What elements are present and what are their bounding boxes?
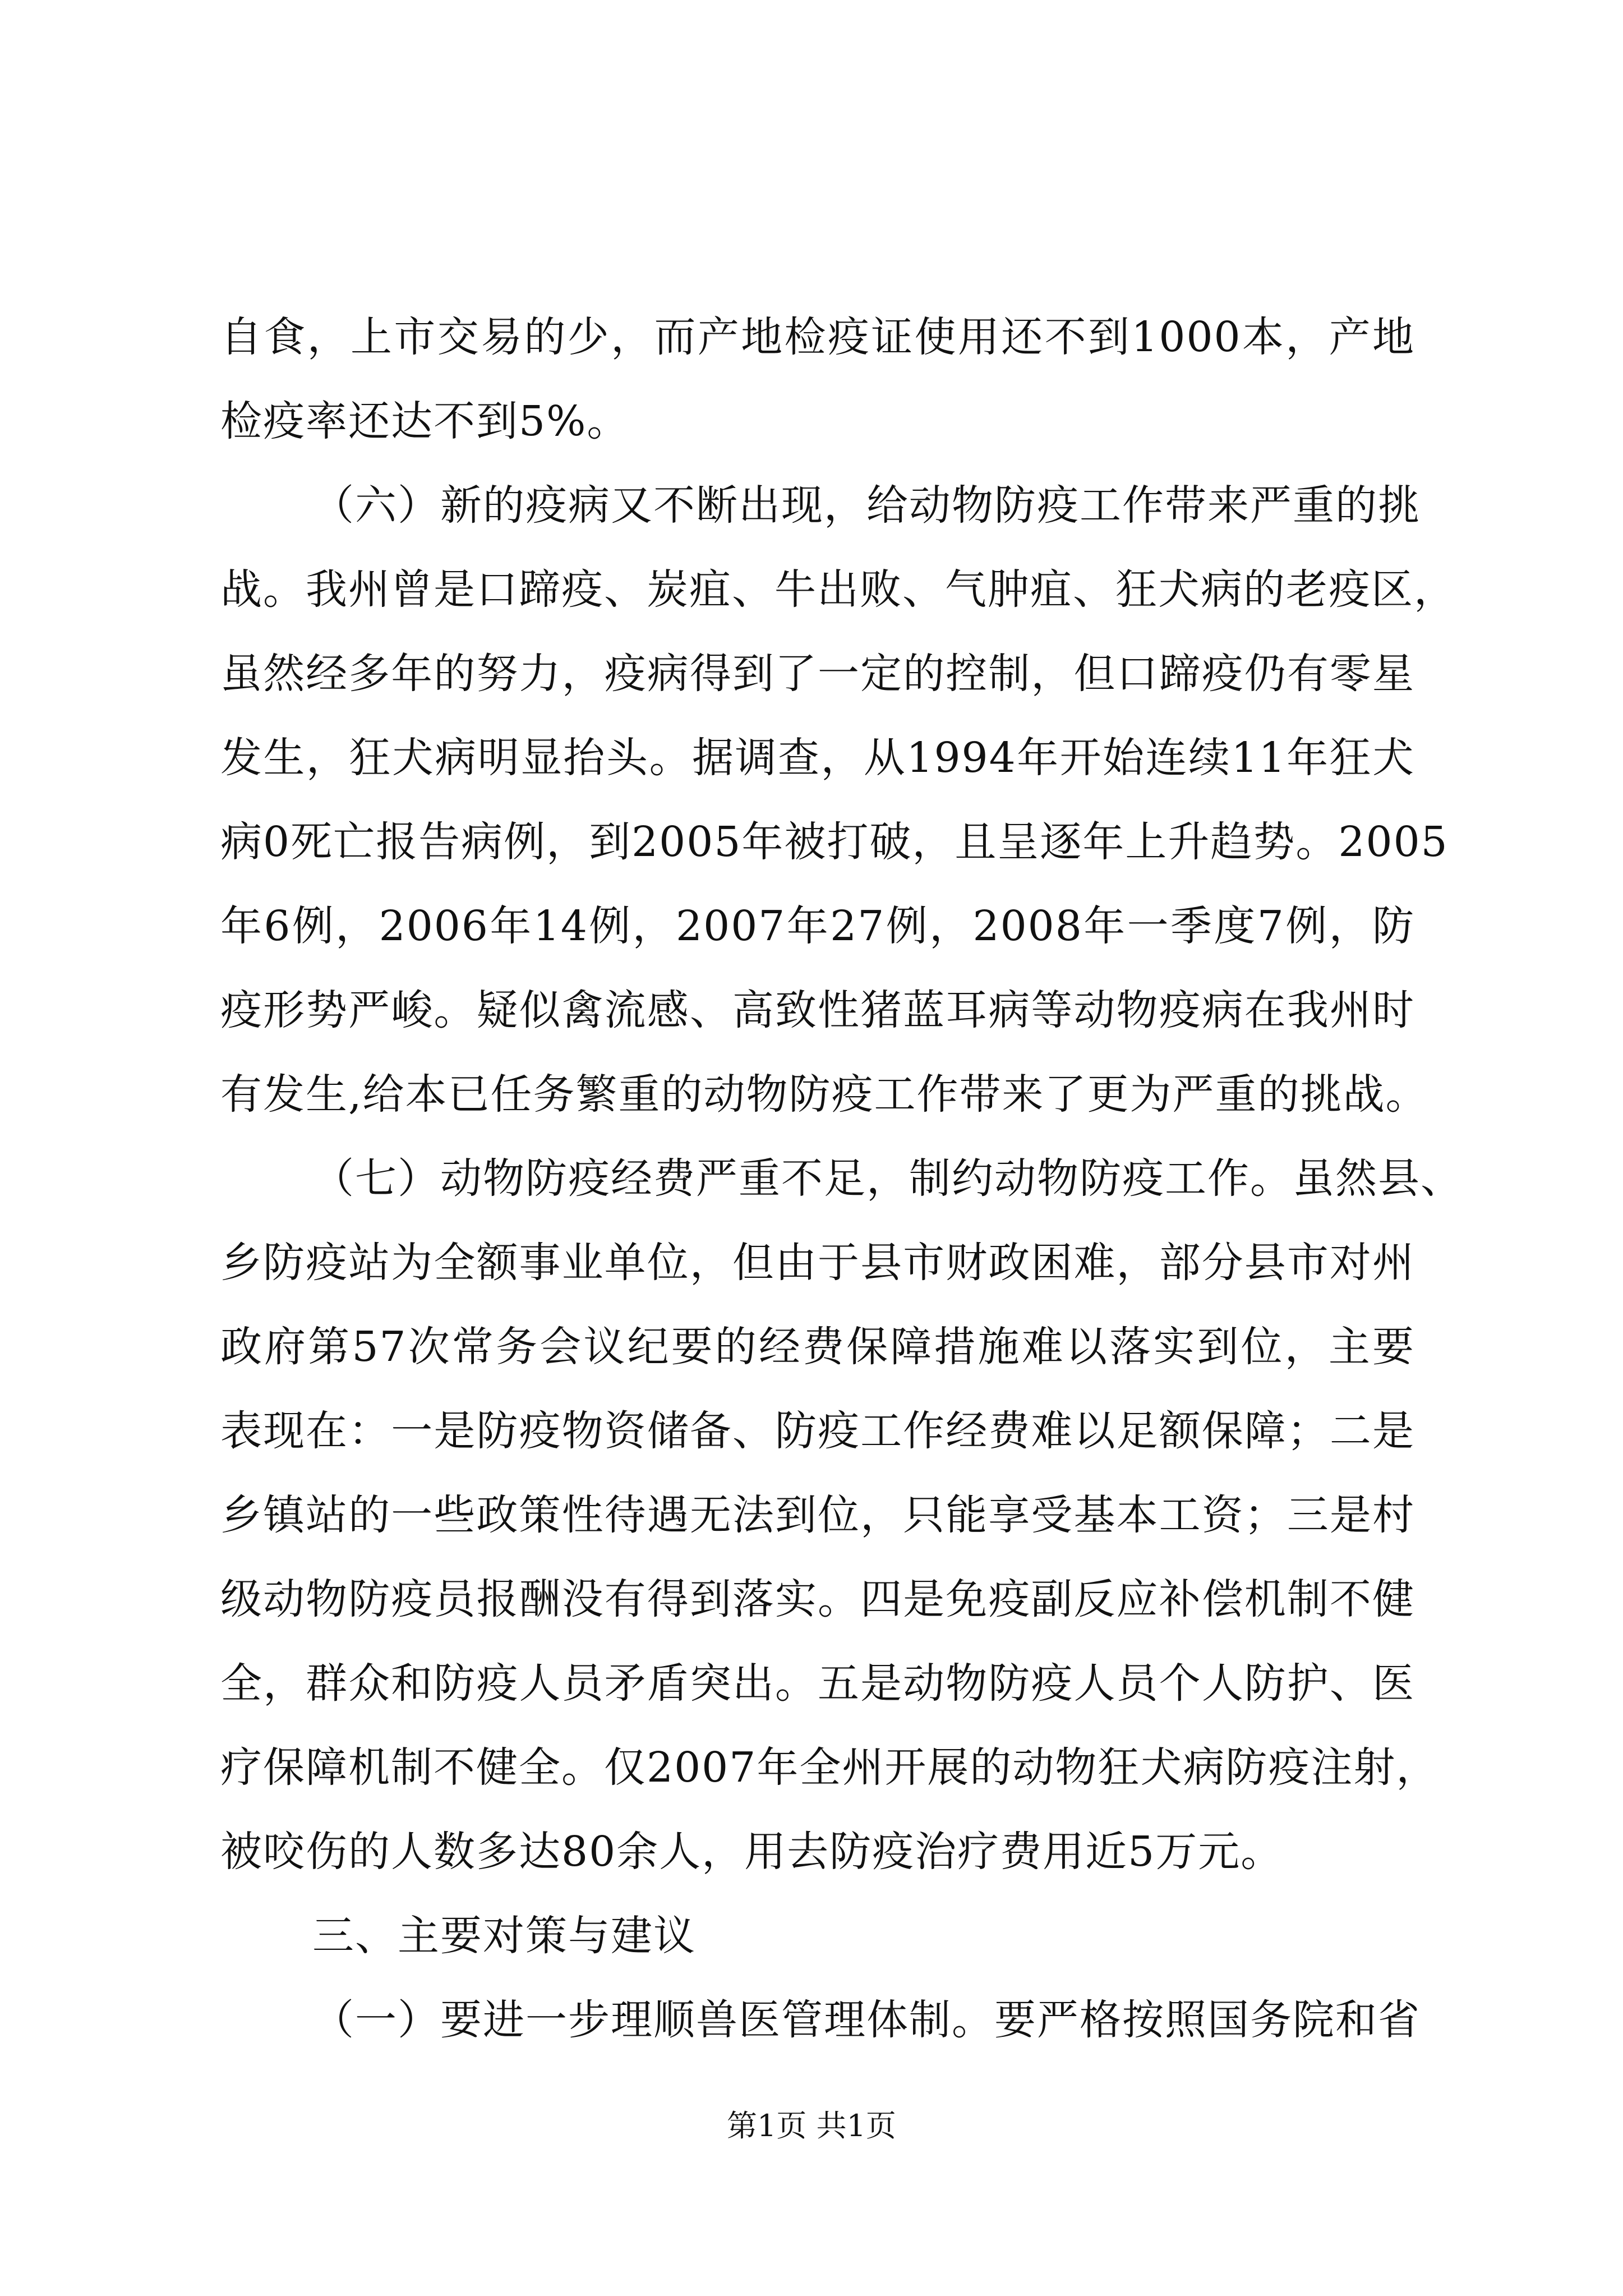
text-line: 虽然经多年的努力，疫病得到了一定的控制，但口蹄疫仍有零星: [220, 650, 1415, 698]
text-line: 自食，上市交易的少，而产地检疫证使用还不到1000本，产地: [220, 313, 1415, 361]
text-line: 被咬伤的人数多达80余人，用去防疫治疗费用近5万元。: [220, 1828, 1284, 1876]
text-line: 疗保障机制不健全。仅2007年全州开展的动物狂犬病防疫注射，: [220, 1743, 1439, 1792]
text-line: 级动物防疫员报酬没有得到落实。四是免疫副反应补偿机制不健: [220, 1575, 1415, 1623]
text-line: 检疫率还达不到5%。: [220, 397, 630, 445]
text-line: 疫形势严峻。疑似禽流感、高致性猪蓝耳病等动物疫病在我州时: [220, 986, 1415, 1034]
text-line: （七）动物防疫经费严重不足，制约动物防疫工作。虽然县、: [312, 1154, 1463, 1203]
text-line: 有发生,给本已任务繁重的动物防疫工作带来了更为严重的挑战。: [220, 1070, 1428, 1119]
text-line: 全，群众和防疫人员矛盾突出。五是动物防疫人员个人防护、医: [220, 1659, 1415, 1708]
text-line: 乡镇站的一些政策性待遇无法到位，只能享受基本工资；三是村: [220, 1491, 1415, 1539]
text-line: 乡防疫站为全额事业单位，但由于县市财政困难，部分县市对州: [220, 1239, 1415, 1287]
text-line: 年6例，2006年14例，2007年27例，2008年一季度7例，防: [220, 902, 1415, 950]
text-line: （六）新的疫病又不断出现，给动物防疫工作带来严重的挑: [312, 481, 1421, 530]
text-line: 病0死亡报告病例，到2005年被打破，且呈逐年上升趋势。2005: [220, 818, 1449, 866]
text-line: （一）要进一步理顺兽医管理体制。要严格按照国务院和省: [312, 1996, 1421, 2044]
text-line: 政府第57次常务会议纪要的经费保障措施难以落实到位，主要: [220, 1323, 1415, 1371]
text-line: 战。我州曾是口蹄疫、炭疽、牛出败、气肿疽、狂犬病的老疫区，: [220, 565, 1456, 614]
page-footer: 第1页 共1页: [727, 2108, 896, 2143]
section-heading: 三、主要对策与建议: [312, 1912, 696, 1960]
text-line: 发生，狂犬病明显抬头。据调查，从1994年开始连续11年狂犬: [220, 734, 1415, 782]
text-line: 表现在：一是防疫物资储备、防疫工作经费难以足额保障；二是: [220, 1407, 1415, 1455]
